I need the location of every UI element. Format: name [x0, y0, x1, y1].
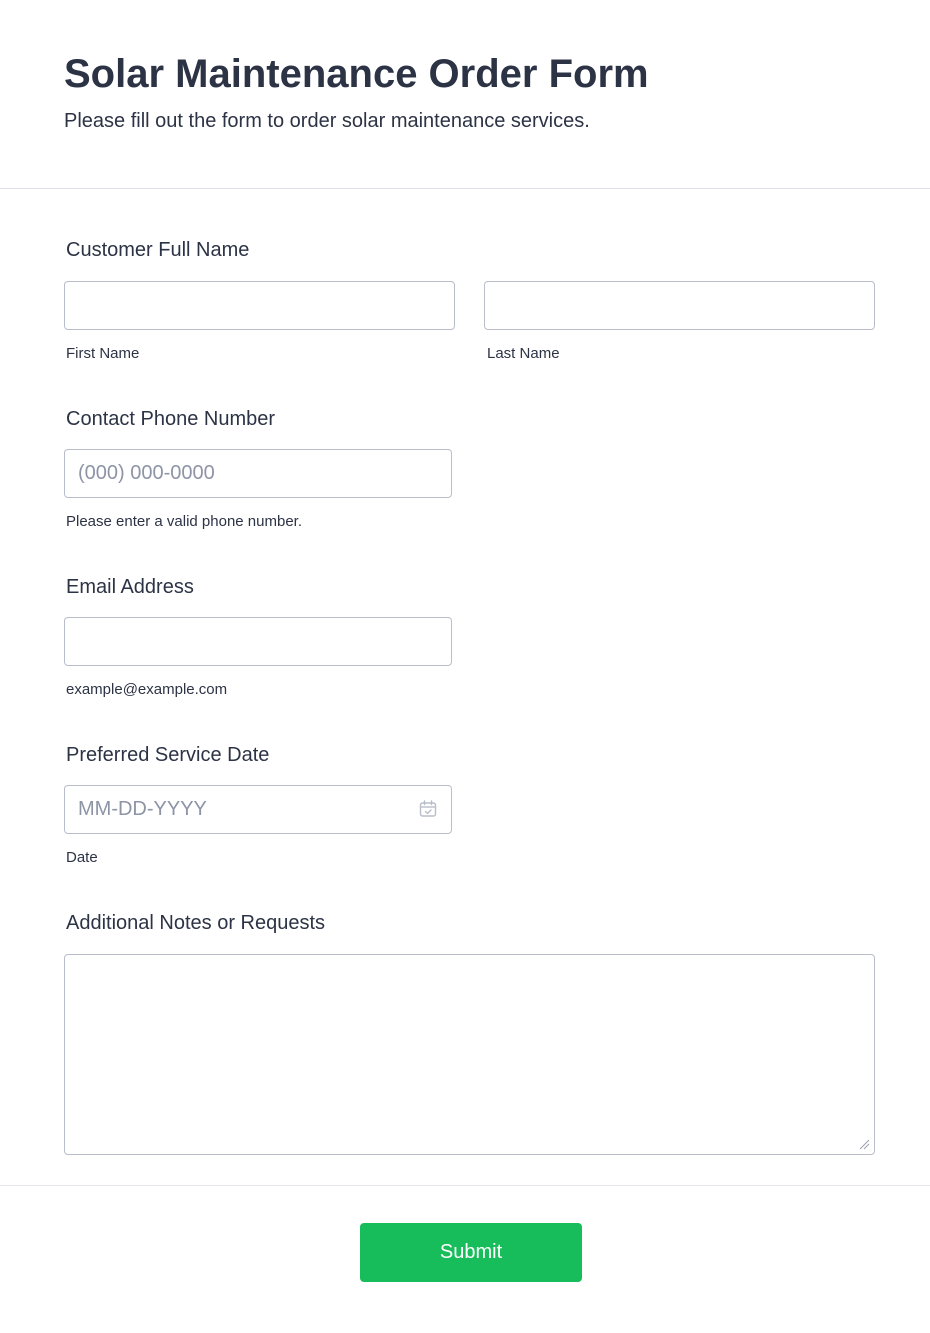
first-name-sublabel: First Name: [66, 345, 140, 362]
last-name-sublabel: Last Name: [487, 345, 560, 362]
service-date-sublabel: Date: [66, 849, 98, 866]
email-label: Email Address: [66, 576, 194, 598]
calendar-icon[interactable]: [418, 799, 438, 819]
last-name-input[interactable]: [484, 281, 875, 330]
submit-button[interactable]: Submit: [360, 1223, 582, 1282]
phone-label: Contact Phone Number: [66, 408, 276, 430]
service-date-input[interactable]: [64, 785, 452, 834]
first-name-input[interactable]: [64, 281, 455, 330]
email-sublabel: example@example.com: [66, 681, 228, 698]
full-name-label: Customer Full Name: [66, 239, 250, 261]
email-input[interactable]: [64, 617, 452, 666]
notes-label: Additional Notes or Requests: [66, 912, 326, 934]
form-header: [0, 0, 930, 189]
phone-input[interactable]: [64, 449, 452, 498]
page-title: Solar Maintenance Order Form: [64, 52, 649, 96]
resize-handle-icon[interactable]: [858, 1138, 870, 1150]
page-subtitle: Please fill out the form to order solar maintenance services.: [64, 110, 590, 132]
phone-sublabel: Please enter a valid phone number.: [66, 513, 302, 530]
notes-textarea[interactable]: [64, 954, 875, 1155]
service-date-label: Preferred Service Date: [66, 744, 270, 766]
